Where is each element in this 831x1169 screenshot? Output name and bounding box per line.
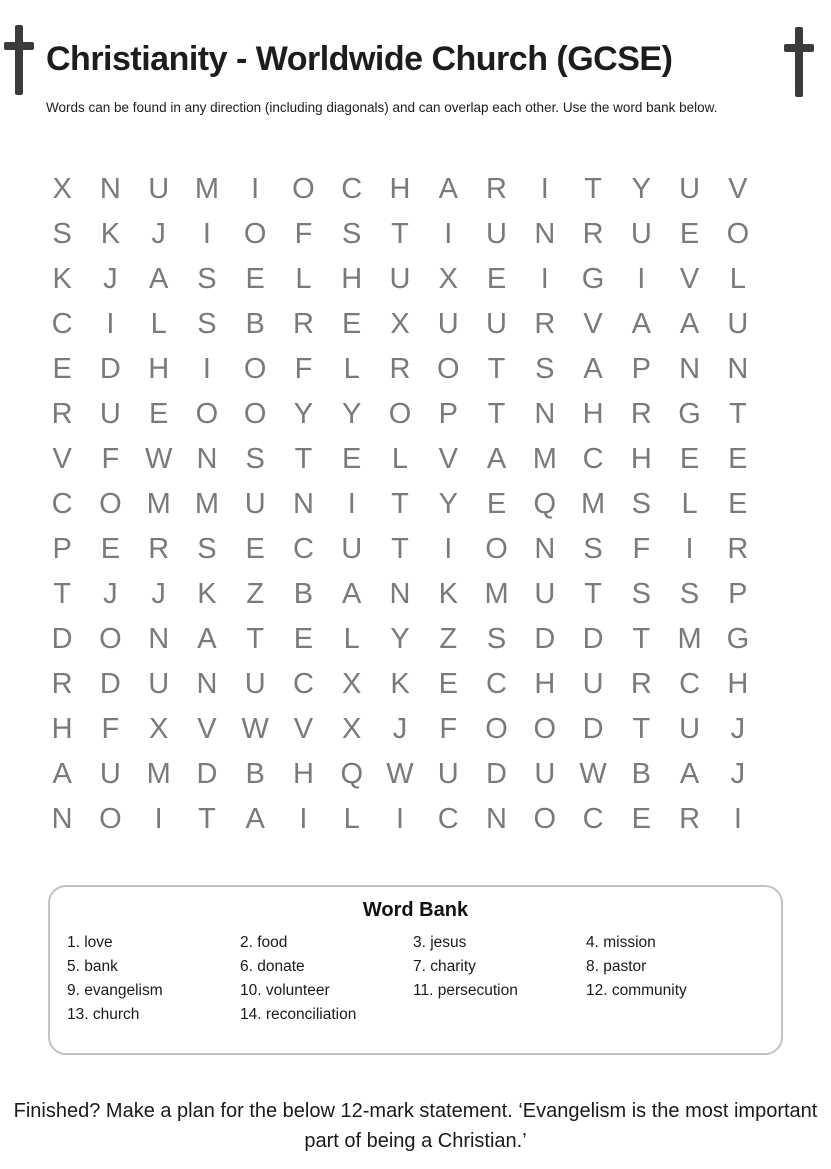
grid-letter-r8-c13: S bbox=[631, 488, 651, 520]
word-bank-box bbox=[48, 885, 783, 1055]
grid-letter-r1-c9: A bbox=[438, 173, 458, 205]
grid-letter-r9-c3: R bbox=[148, 533, 170, 565]
grid-letter-r2-c7: S bbox=[342, 218, 362, 250]
grid-letter-r11-c6: E bbox=[293, 623, 314, 655]
grid-letter-r14-c7: Q bbox=[340, 758, 363, 790]
grid-letter-r13-c7: X bbox=[342, 713, 362, 745]
grid-letter-r15-c7: L bbox=[343, 803, 360, 835]
grid-letter-r10-c15: P bbox=[728, 578, 748, 610]
grid-letter-r15-c4: T bbox=[198, 803, 216, 835]
grid-letter-r7-c7: E bbox=[342, 443, 362, 475]
word-bank-item-12: 12. community bbox=[586, 982, 687, 999]
grid-letter-r1-c13: Y bbox=[631, 173, 651, 205]
grid-letter-r7-c3: W bbox=[144, 443, 173, 475]
grid-letter-r15-c8: I bbox=[395, 803, 405, 835]
grid-letter-r15-c15: I bbox=[733, 803, 742, 835]
grid-letter-r6-c14: G bbox=[678, 398, 701, 430]
grid-letter-r14-c13: B bbox=[631, 758, 651, 790]
grid-letter-r6-c10: T bbox=[487, 398, 506, 430]
grid-letter-r9-c4: S bbox=[197, 533, 217, 565]
grid-letter-r9-c11: N bbox=[534, 533, 556, 565]
grid-letter-r8-c7: I bbox=[347, 488, 356, 520]
grid-letter-r11-c5: T bbox=[246, 623, 265, 655]
grid-letter-r3-c6: L bbox=[295, 263, 312, 295]
grid-letter-r3-c15: L bbox=[729, 263, 746, 295]
grid-letter-r3-c10: E bbox=[486, 263, 507, 295]
instructions-text: Words can be found in any direction (including diagonals) and can overlap each other. Use the word bank below. bbox=[46, 100, 718, 115]
grid-letter-r11-c7: L bbox=[343, 623, 360, 655]
grid-letter-r7-c10: A bbox=[486, 443, 507, 475]
grid-letter-r3-c3: A bbox=[148, 263, 169, 295]
grid-letter-r4-c15: U bbox=[727, 308, 749, 340]
grid-letter-r5-c4: I bbox=[202, 353, 211, 385]
grid-letter-r8-c4: M bbox=[194, 488, 220, 520]
grid-letter-r5-c2: D bbox=[99, 353, 121, 385]
grid-letter-r10-c14: S bbox=[679, 578, 700, 610]
grid-letter-r15-c5: A bbox=[245, 803, 265, 835]
grid-letter-r6-c7: Y bbox=[342, 398, 362, 430]
grid-letter-r3-c14: V bbox=[679, 263, 700, 295]
grid-letter-r7-c1: V bbox=[52, 443, 72, 475]
grid-letter-r11-c15: G bbox=[726, 623, 750, 655]
grid-letter-r3-c13: I bbox=[637, 263, 646, 295]
grid-letter-r10-c13: S bbox=[631, 578, 651, 610]
grid-letter-r5-c7: L bbox=[343, 353, 360, 385]
wordsearch-grid bbox=[38, 167, 762, 842]
grid-letter-r7-c14: E bbox=[679, 443, 700, 475]
grid-letter-r4-c5: B bbox=[245, 308, 265, 340]
grid-letter-r14-c5: B bbox=[245, 758, 265, 790]
grid-letter-r12-c5: U bbox=[244, 668, 266, 700]
extension-task-text: Finished? Make a plan for the below 12-mark statement. ‘Evangelism is the most important part of being a Christian.’ bbox=[13, 1100, 818, 1152]
grid-letter-r6-c9: P bbox=[438, 398, 458, 430]
grid-letter-r10-c7: A bbox=[342, 578, 362, 610]
grid-letter-r14-c14: A bbox=[679, 758, 700, 790]
grid-letter-r2-c3: J bbox=[151, 218, 166, 250]
grid-letter-r2-c5: O bbox=[243, 218, 267, 250]
grid-letter-r11-c3: N bbox=[148, 623, 170, 655]
word-bank-item-4: 4. mission bbox=[586, 934, 656, 951]
grid-letter-r10-c2: J bbox=[103, 578, 118, 610]
word-bank-title: Word Bank bbox=[362, 899, 469, 921]
grid-letter-r13-c9: F bbox=[439, 713, 458, 745]
grid-letter-r14-c2: U bbox=[99, 758, 121, 790]
grid-letter-r13-c11: O bbox=[533, 713, 557, 745]
grid-letter-r3-c12: G bbox=[581, 263, 605, 295]
grid-letter-r7-c11: M bbox=[532, 443, 557, 475]
grid-letter-r13-c3: X bbox=[148, 713, 169, 745]
word-bank-item-11: 11. persecution bbox=[413, 982, 518, 999]
grid-letter-r3-c1: K bbox=[52, 263, 72, 295]
grid-letter-r9-c15: R bbox=[727, 533, 749, 565]
grid-letter-r14-c4: D bbox=[196, 758, 218, 790]
grid-letter-r12-c7: X bbox=[342, 668, 362, 700]
grid-letter-r4-c1: C bbox=[51, 308, 73, 340]
word-bank-item-14: 14. reconciliation bbox=[240, 1006, 357, 1023]
grid-letter-r12-c2: D bbox=[99, 668, 121, 700]
grid-letter-r13-c15: J bbox=[730, 713, 746, 745]
grid-letter-r1-c14: U bbox=[679, 173, 701, 205]
grid-letter-r6-c6: Y bbox=[293, 398, 314, 430]
grid-letter-r9-c8: T bbox=[391, 533, 409, 565]
grid-letter-r12-c13: R bbox=[630, 668, 652, 700]
grid-letter-r11-c8: Y bbox=[390, 623, 410, 655]
grid-letter-r5-c10: T bbox=[487, 353, 506, 385]
grid-letter-r8-c12: M bbox=[580, 488, 606, 520]
grid-letter-r14-c3: M bbox=[146, 758, 171, 790]
grid-letter-r13-c1: H bbox=[51, 713, 73, 745]
grid-letter-r12-c4: N bbox=[196, 668, 218, 700]
grid-letter-r13-c6: V bbox=[293, 713, 314, 745]
grid-letter-r1-c1: X bbox=[52, 173, 72, 205]
grid-letter-r5-c6: F bbox=[294, 353, 313, 385]
word-bank-item-3: 3. jesus bbox=[413, 934, 467, 951]
grid-letter-r7-c15: E bbox=[728, 443, 748, 475]
grid-letter-r10-c11: U bbox=[534, 578, 556, 610]
grid-letter-r15-c10: N bbox=[486, 803, 507, 835]
grid-letter-r11-c14: M bbox=[677, 623, 702, 655]
word-bank-item-6: 6. donate bbox=[240, 958, 305, 975]
grid-letter-r4-c2: I bbox=[106, 308, 115, 340]
grid-letter-r11-c10: S bbox=[486, 623, 507, 655]
grid-letter-r10-c6: B bbox=[293, 578, 314, 610]
grid-letter-r3-c2: J bbox=[103, 263, 118, 295]
grid-letter-r1-c6: O bbox=[292, 173, 315, 205]
grid-letter-r11-c9: Z bbox=[439, 623, 458, 655]
grid-letter-r11-c13: T bbox=[632, 623, 651, 655]
grid-letter-r4-c7: E bbox=[342, 308, 362, 340]
grid-letter-r2-c6: F bbox=[294, 218, 313, 250]
grid-letter-r4-c14: A bbox=[679, 308, 700, 340]
grid-letter-r12-c9: E bbox=[438, 668, 458, 700]
grid-letter-r13-c14: U bbox=[679, 713, 701, 745]
grid-letter-r4-c3: L bbox=[150, 308, 167, 340]
grid-letter-r2-c9: I bbox=[444, 218, 453, 250]
grid-letter-r7-c4: N bbox=[196, 443, 218, 475]
grid-letter-r3-c5: E bbox=[245, 263, 265, 295]
grid-letter-r15-c14: R bbox=[679, 803, 701, 835]
grid-letter-r12-c11: H bbox=[534, 668, 556, 700]
grid-letter-r6-c1: R bbox=[51, 398, 73, 430]
grid-letter-r9-c5: E bbox=[245, 533, 265, 565]
grid-letter-r13-c12: D bbox=[582, 713, 604, 745]
grid-letter-r14-c10: D bbox=[486, 758, 507, 790]
grid-letter-r1-c10: R bbox=[486, 173, 507, 205]
grid-letter-r7-c5: S bbox=[245, 443, 265, 475]
grid-letter-r4-c4: S bbox=[197, 308, 217, 340]
word-bank-item-9: 9. evangelism bbox=[67, 982, 163, 999]
grid-letter-r15-c13: E bbox=[631, 803, 651, 835]
grid-letter-r9-c13: F bbox=[632, 533, 651, 565]
grid-letter-r9-c1: P bbox=[52, 533, 72, 565]
grid-letter-r1-c3: U bbox=[148, 173, 170, 205]
grid-letter-r11-c1: D bbox=[51, 623, 73, 655]
grid-letter-r8-c5: U bbox=[244, 488, 266, 520]
grid-letter-r4-c13: A bbox=[631, 308, 651, 340]
word-bank-item-2: 2. food bbox=[240, 934, 288, 951]
grid-letter-r8-c1: C bbox=[51, 488, 73, 520]
grid-letter-r5-c14: N bbox=[679, 353, 701, 385]
grid-letter-r12-c15: H bbox=[727, 668, 749, 700]
grid-letter-r6-c2: U bbox=[99, 398, 121, 430]
grid-letter-r13-c13: T bbox=[632, 713, 651, 745]
grid-letter-r9-c12: S bbox=[583, 533, 603, 565]
grid-letter-r11-c4: A bbox=[197, 623, 217, 655]
grid-letter-r6-c8: O bbox=[388, 398, 412, 430]
word-bank-item-7: 7. charity bbox=[413, 958, 476, 975]
grid-letter-r6-c3: E bbox=[148, 398, 169, 430]
grid-letter-r4-c9: U bbox=[437, 308, 459, 340]
grid-letter-r13-c2: F bbox=[101, 713, 120, 745]
latin-cross-icon bbox=[784, 27, 814, 97]
grid-letter-r6-c4: O bbox=[195, 398, 219, 430]
grid-letter-r1-c4: M bbox=[194, 173, 220, 205]
grid-letter-r14-c8: W bbox=[386, 758, 414, 790]
word-bank-item-10: 10. volunteer bbox=[240, 982, 330, 999]
grid-letter-r8-c2: O bbox=[99, 488, 122, 520]
grid-letter-r8-c10: E bbox=[486, 488, 507, 520]
grid-letter-r2-c11: N bbox=[534, 218, 556, 250]
grid-letter-r14-c15: J bbox=[730, 758, 746, 790]
grid-letter-r9-c10: O bbox=[485, 533, 508, 565]
grid-letter-r7-c13: H bbox=[630, 443, 652, 475]
grid-letter-r4-c6: R bbox=[292, 308, 314, 340]
grid-letter-r4-c8: X bbox=[390, 308, 410, 340]
grid-letter-r3-c11: I bbox=[540, 263, 549, 295]
grid-letter-r6-c13: R bbox=[630, 398, 652, 430]
grid-letter-r2-c4: I bbox=[202, 218, 211, 250]
grid-letter-r3-c4: S bbox=[197, 263, 217, 295]
grid-letter-r2-c2: K bbox=[100, 218, 121, 250]
grid-letter-r1-c11: I bbox=[540, 173, 549, 205]
grid-letter-r10-c4: K bbox=[197, 578, 217, 610]
grid-letter-r5-c1: E bbox=[52, 353, 72, 385]
grid-letter-r1-c7: C bbox=[341, 173, 363, 205]
grid-letter-r5-c3: H bbox=[148, 353, 170, 385]
grid-letter-r1-c2: N bbox=[99, 173, 121, 205]
grid-letter-r2-c12: R bbox=[582, 218, 604, 250]
grid-letter-r6-c11: N bbox=[534, 398, 556, 430]
grid-letter-r1-c12: T bbox=[584, 173, 602, 205]
page-title: Christianity - Worldwide Church (GCSE) bbox=[46, 40, 673, 78]
word-bank-list bbox=[67, 934, 781, 1030]
grid-letter-r2-c13: U bbox=[630, 218, 652, 250]
grid-letter-r14-c9: U bbox=[437, 758, 459, 790]
grid-letter-r1-c8: H bbox=[389, 173, 411, 205]
grid-letter-r10-c9: K bbox=[438, 578, 458, 610]
grid-letter-r7-c9: V bbox=[438, 443, 458, 475]
grid-letter-r14-c11: U bbox=[534, 758, 556, 790]
grid-letter-r12-c12: U bbox=[582, 668, 604, 700]
grid-letter-r9-c9: I bbox=[444, 533, 453, 565]
grid-letter-r5-c8: R bbox=[389, 353, 411, 385]
grid-letter-r8-c3: M bbox=[146, 488, 171, 520]
grid-letter-r10-c10: M bbox=[484, 578, 509, 610]
grid-letter-r15-c2: O bbox=[99, 803, 122, 835]
grid-letter-r8-c14: L bbox=[681, 488, 698, 520]
grid-letter-r15-c1: N bbox=[51, 803, 73, 835]
grid-letter-r12-c3: U bbox=[148, 668, 170, 700]
grid-letter-r4-c11: R bbox=[534, 308, 556, 340]
grid-letter-r5-c12: A bbox=[583, 353, 603, 385]
grid-letter-r13-c10: O bbox=[485, 713, 508, 745]
grid-letter-r10-c5: Z bbox=[246, 578, 265, 610]
grid-letter-r1-c5: I bbox=[251, 173, 260, 205]
grid-letter-r8-c9: Y bbox=[438, 488, 458, 520]
grid-letter-r5-c11: S bbox=[535, 353, 555, 385]
grid-letter-r7-c8: L bbox=[391, 443, 409, 475]
latin-cross-icon bbox=[4, 25, 34, 95]
grid-letter-r10-c3: J bbox=[151, 578, 166, 610]
word-bank-item-1: 1. love bbox=[67, 934, 113, 951]
grid-letter-r12-c6: C bbox=[292, 668, 314, 700]
grid-letter-r15-c3: I bbox=[154, 803, 163, 835]
word-bank-item-5: 5. bank bbox=[67, 958, 118, 975]
word-bank-item-13: 13. church bbox=[67, 1006, 140, 1023]
grid-letter-r15-c6: I bbox=[299, 803, 308, 835]
grid-letter-r8-c6: N bbox=[292, 488, 314, 520]
grid-letter-r3-c7: H bbox=[341, 263, 363, 295]
grid-letter-r5-c15: N bbox=[727, 353, 749, 385]
grid-letter-r10-c1: T bbox=[53, 578, 71, 610]
grid-letter-r15-c9: C bbox=[437, 803, 459, 835]
grid-letter-r9-c7: U bbox=[341, 533, 363, 565]
grid-letter-r14-c12: W bbox=[579, 758, 607, 790]
grid-letter-r4-c10: U bbox=[486, 308, 507, 340]
grid-letter-r9-c6: C bbox=[292, 533, 314, 565]
grid-letter-r9-c2: E bbox=[100, 533, 121, 565]
grid-letter-r6-c15: T bbox=[728, 398, 747, 430]
grid-letter-r15-c12: C bbox=[582, 803, 604, 835]
grid-letter-r3-c8: U bbox=[389, 263, 411, 295]
grid-letter-r6-c5: O bbox=[243, 398, 267, 430]
grid-letter-r5-c5: O bbox=[243, 353, 267, 385]
grid-letter-r14-c1: A bbox=[52, 758, 72, 790]
grid-letter-r11-c12: D bbox=[582, 623, 604, 655]
grid-letter-r2-c15: O bbox=[726, 218, 750, 250]
grid-letter-r7-c6: T bbox=[294, 443, 313, 475]
word-bank-item-8: 8. pastor bbox=[586, 958, 647, 975]
grid-letter-r14-c6: H bbox=[292, 758, 314, 790]
grid-letter-r13-c8: J bbox=[392, 713, 408, 745]
grid-letter-r13-c5: W bbox=[241, 713, 269, 745]
grid-letter-r4-c12: V bbox=[583, 308, 603, 340]
grid-letter-r5-c13: P bbox=[631, 353, 651, 385]
grid-letter-r10-c12: T bbox=[584, 578, 602, 610]
grid-letter-r5-c9: O bbox=[436, 353, 460, 385]
grid-letter-r9-c14: I bbox=[685, 533, 694, 565]
grid-letter-r2-c1: S bbox=[52, 218, 72, 250]
grid-letter-r6-c12: H bbox=[582, 398, 604, 430]
grid-letter-r8-c15: E bbox=[728, 488, 748, 520]
grid-letter-r8-c8: T bbox=[391, 488, 409, 520]
grid-letter-r13-c4: V bbox=[197, 713, 217, 745]
grid-letter-r10-c8: N bbox=[389, 578, 411, 610]
grid-letter-r11-c2: O bbox=[99, 623, 122, 655]
grid-letter-r12-c14: C bbox=[679, 668, 701, 700]
grid-letter-r8-c11: Q bbox=[533, 488, 557, 520]
grid-letter-r3-c9: X bbox=[438, 263, 458, 295]
grid-letter-r7-c12: C bbox=[582, 443, 604, 475]
grid-letter-r7-c2: F bbox=[101, 443, 120, 475]
grid-letter-r2-c10: U bbox=[486, 218, 507, 250]
grid-letter-r12-c10: C bbox=[486, 668, 507, 700]
grid-letter-r1-c15: V bbox=[728, 173, 748, 205]
grid-letter-r11-c11: D bbox=[534, 623, 556, 655]
grid-letter-r2-c14: E bbox=[679, 218, 700, 250]
grid-letter-r12-c8: K bbox=[390, 668, 410, 700]
grid-letter-r2-c8: T bbox=[391, 218, 409, 250]
grid-letter-r12-c1: R bbox=[51, 668, 73, 700]
grid-letter-r15-c11: O bbox=[533, 803, 557, 835]
